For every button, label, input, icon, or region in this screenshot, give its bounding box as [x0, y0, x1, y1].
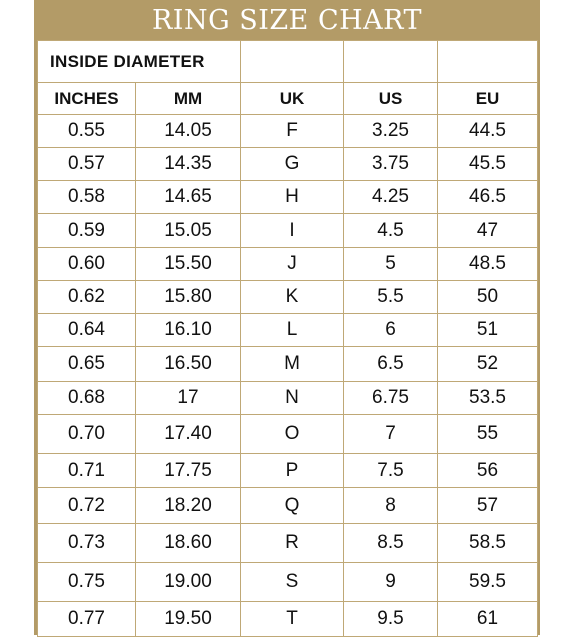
cell-us: 9.5	[344, 602, 438, 637]
cell-us: 7.5	[344, 454, 438, 488]
inside-diameter-header: INSIDE DIAMETER	[38, 41, 241, 83]
cell-mm: 18.60	[136, 524, 241, 563]
cell-us: 4.5	[344, 214, 438, 248]
cell-mm: 16.50	[136, 347, 241, 382]
cell-uk: Q	[241, 488, 344, 524]
table-row	[38, 347, 538, 382]
cell-us: 9	[344, 563, 438, 602]
cell-mm: 16.10	[136, 314, 241, 347]
table-row	[38, 602, 538, 637]
cell-us: 6.5	[344, 347, 438, 382]
cell-eu: 57	[438, 488, 538, 524]
table-row	[38, 248, 538, 281]
cell-eu: 56	[438, 454, 538, 488]
cell-mm: 15.50	[136, 248, 241, 281]
cell-us: 8	[344, 488, 438, 524]
cell-mm: 15.80	[136, 281, 241, 314]
cell-inches: 0.62	[38, 281, 136, 314]
cell-eu: 61	[438, 602, 538, 637]
table-row	[38, 415, 538, 454]
cell-mm: 17.75	[136, 454, 241, 488]
cell-us: 6	[344, 314, 438, 347]
cell-eu: 47	[438, 214, 538, 248]
cell-us: 6.75	[344, 382, 438, 415]
table-row	[38, 115, 538, 148]
cell-us: 8.5	[344, 524, 438, 563]
table-row	[38, 314, 538, 347]
table-row	[38, 181, 538, 214]
cell-inches: 0.64	[38, 314, 136, 347]
cell-us: 5	[344, 248, 438, 281]
cell-inches: 0.77	[38, 602, 136, 637]
empty-header-cell	[241, 41, 344, 83]
cell-us: 5.5	[344, 281, 438, 314]
cell-inches: 0.59	[38, 214, 136, 248]
ring-size-table	[37, 40, 538, 637]
cell-eu: 46.5	[438, 181, 538, 214]
header-row-main	[38, 41, 538, 83]
cell-uk: R	[241, 524, 344, 563]
cell-eu: 53.5	[438, 382, 538, 415]
chart-title: RING SIZE CHART	[151, 5, 423, 36]
cell-eu: 59.5	[438, 563, 538, 602]
cell-inches: 0.73	[38, 524, 136, 563]
cell-eu: 45.5	[438, 148, 538, 181]
cell-mm: 14.05	[136, 115, 241, 148]
cell-inches: 0.75	[38, 563, 136, 602]
cell-us: 3.75	[344, 148, 438, 181]
chart-frame	[34, 0, 540, 635]
table-row	[38, 454, 538, 488]
cell-uk: J	[241, 248, 344, 281]
table-row	[38, 488, 538, 524]
cell-eu: 58.5	[438, 524, 538, 563]
column-header-inches: INCHES	[38, 83, 136, 115]
cell-eu: 50	[438, 281, 538, 314]
cell-uk: M	[241, 347, 344, 382]
cell-eu: 44.5	[438, 115, 538, 148]
cell-inches: 0.68	[38, 382, 136, 415]
cell-inches: 0.58	[38, 181, 136, 214]
table-row	[38, 281, 538, 314]
cell-uk: H	[241, 181, 344, 214]
table-row	[38, 214, 538, 248]
cell-inches: 0.72	[38, 488, 136, 524]
cell-uk: L	[241, 314, 344, 347]
cell-inches: 0.55	[38, 115, 136, 148]
empty-header-cell	[438, 41, 538, 83]
cell-uk: N	[241, 382, 344, 415]
cell-eu: 48.5	[438, 248, 538, 281]
table-row	[38, 382, 538, 415]
cell-uk: K	[241, 281, 344, 314]
cell-mm: 15.05	[136, 214, 241, 248]
cell-uk: F	[241, 115, 344, 148]
cell-inches: 0.71	[38, 454, 136, 488]
column-header-eu: EU	[438, 83, 538, 115]
table-body	[38, 115, 538, 637]
cell-us: 4.25	[344, 181, 438, 214]
column-header-us: US	[344, 83, 438, 115]
cell-uk: O	[241, 415, 344, 454]
cell-eu: 52	[438, 347, 538, 382]
table-row	[38, 148, 538, 181]
cell-inches: 0.60	[38, 248, 136, 281]
header-row-columns	[38, 83, 538, 115]
cell-mm: 17	[136, 382, 241, 415]
cell-uk: G	[241, 148, 344, 181]
cell-mm: 17.40	[136, 415, 241, 454]
cell-us: 3.25	[344, 115, 438, 148]
cell-inches: 0.65	[38, 347, 136, 382]
table-row	[38, 563, 538, 602]
column-header-mm: MM	[136, 83, 241, 115]
cell-uk: I	[241, 214, 344, 248]
cell-eu: 51	[438, 314, 538, 347]
cell-inches: 0.70	[38, 415, 136, 454]
cell-mm: 14.65	[136, 181, 241, 214]
cell-uk: S	[241, 563, 344, 602]
cell-uk: P	[241, 454, 344, 488]
cell-mm: 18.20	[136, 488, 241, 524]
cell-uk: T	[241, 602, 344, 637]
cell-mm: 19.50	[136, 602, 241, 637]
cell-inches: 0.57	[38, 148, 136, 181]
cell-mm: 19.00	[136, 563, 241, 602]
table-row	[38, 524, 538, 563]
cell-us: 7	[344, 415, 438, 454]
empty-header-cell	[344, 41, 438, 83]
cell-eu: 55	[438, 415, 538, 454]
column-header-uk: UK	[241, 83, 344, 115]
cell-mm: 14.35	[136, 148, 241, 181]
